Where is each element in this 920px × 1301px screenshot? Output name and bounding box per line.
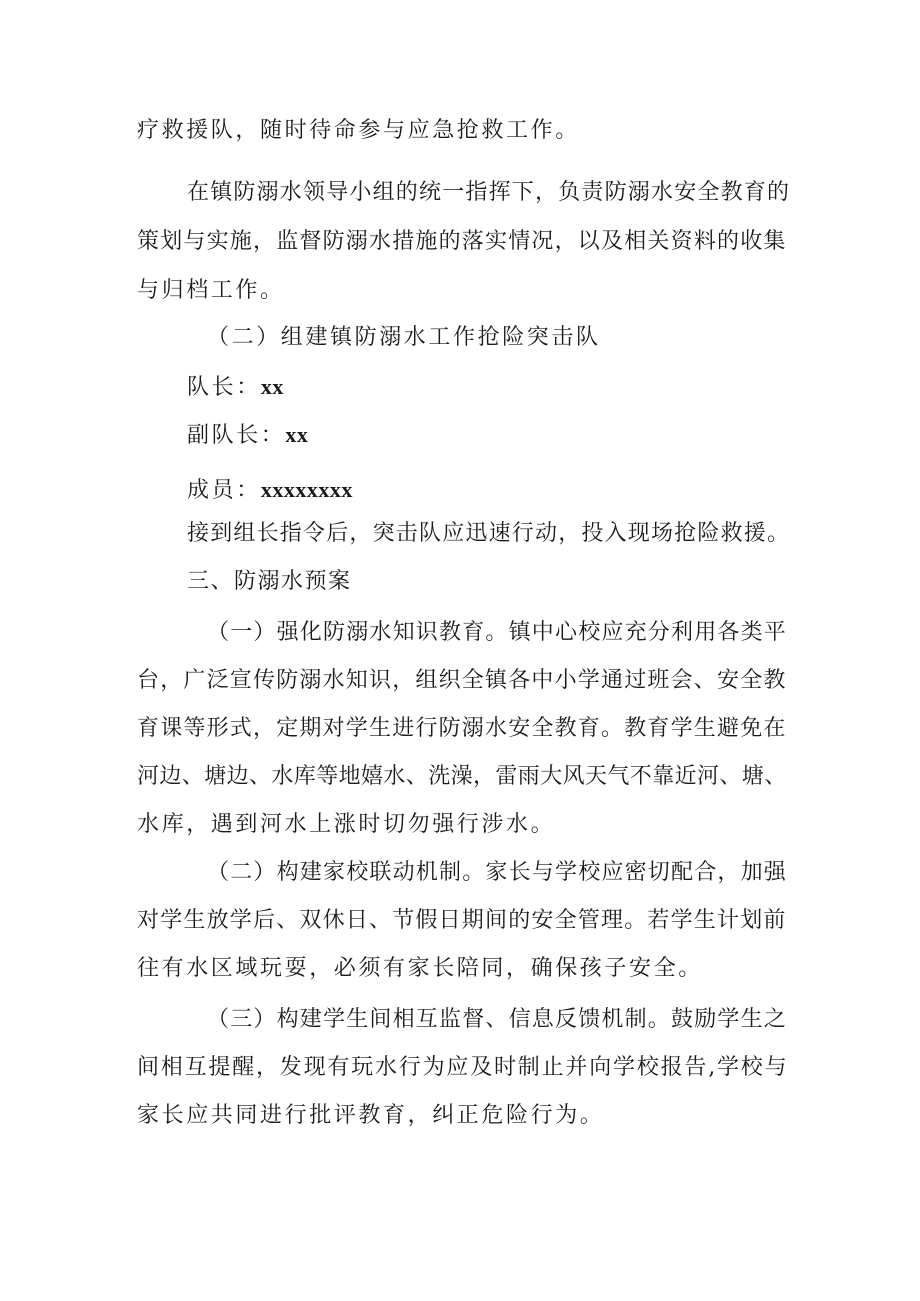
paragraph-line: 台，广泛宣传防溺水知识，组织全镇各中小学通过班会、安全教 — [137, 668, 787, 693]
subsection-title: （二）组建镇防溺水工作抢险突击队 — [207, 325, 601, 350]
paragraph-line: 疗救援队，随时待命参与应急抢救工作。 — [137, 118, 580, 143]
paragraph-line: 水库，遇到河水上涨时切勿强行涉水。 — [137, 812, 556, 837]
team-members — [187, 475, 353, 506]
paragraph-line: 往有水区域玩耍，必须有家长陪同，确保孩子安全。 — [137, 956, 703, 981]
paragraph-line: 对学生放学后、双休日、节假日期间的安全管理。若学生计划前 — [137, 908, 787, 933]
team-members-value: xxxxxxxx — [260, 477, 353, 502]
team-members-label: 成员： — [187, 478, 261, 503]
paragraph-line: 在镇防溺水领导小组的统一指挥下，负责防溺水安全教育的 — [187, 180, 791, 205]
paragraph-line: （二）构建家校联动机制。家长与学校应密切配合，加强 — [207, 860, 788, 885]
team-leader — [187, 372, 284, 403]
team-leader-label: 队长： — [187, 375, 261, 400]
team-deputy — [187, 420, 308, 451]
team-leader-value: xx — [260, 374, 284, 399]
paragraph-line: （一）强化防溺水知识教育。镇中心校应充分利用各类平 — [207, 620, 788, 645]
team-deputy-label: 副队长： — [187, 423, 286, 448]
paragraph-line: 育课等形式，定期对学生进行防溺水安全教育。教育学生避免在 — [137, 716, 787, 741]
paragraph-line: 与归档工作。 — [137, 278, 285, 303]
paragraph-line: 接到组长指令后，突击队应迅速行动，投入现场抢险救援。 — [187, 521, 791, 546]
paragraph-line: 策划与实施，监督防溺水措施的落实情况，以及相关资料的收集 — [137, 229, 787, 254]
team-deputy-value: xx — [285, 422, 309, 447]
paragraph-line: 间相互提醒，发现有玩水行为应及时制止并向学校报告,学校与 — [137, 1055, 789, 1080]
paragraph-line: 河边、塘边、水库等地嬉水、洗澡，雷雨大风天气不靠近河、塘、 — [137, 764, 787, 789]
paragraph-line: 家长应共同进行批评教育，纠正危险行为。 — [137, 1103, 605, 1128]
paragraph-line: （三）构建学生间相互监督、信息反馈机制。鼓励学生之 — [207, 1007, 788, 1032]
section-heading: 三、防溺水预案 — [187, 569, 352, 594]
